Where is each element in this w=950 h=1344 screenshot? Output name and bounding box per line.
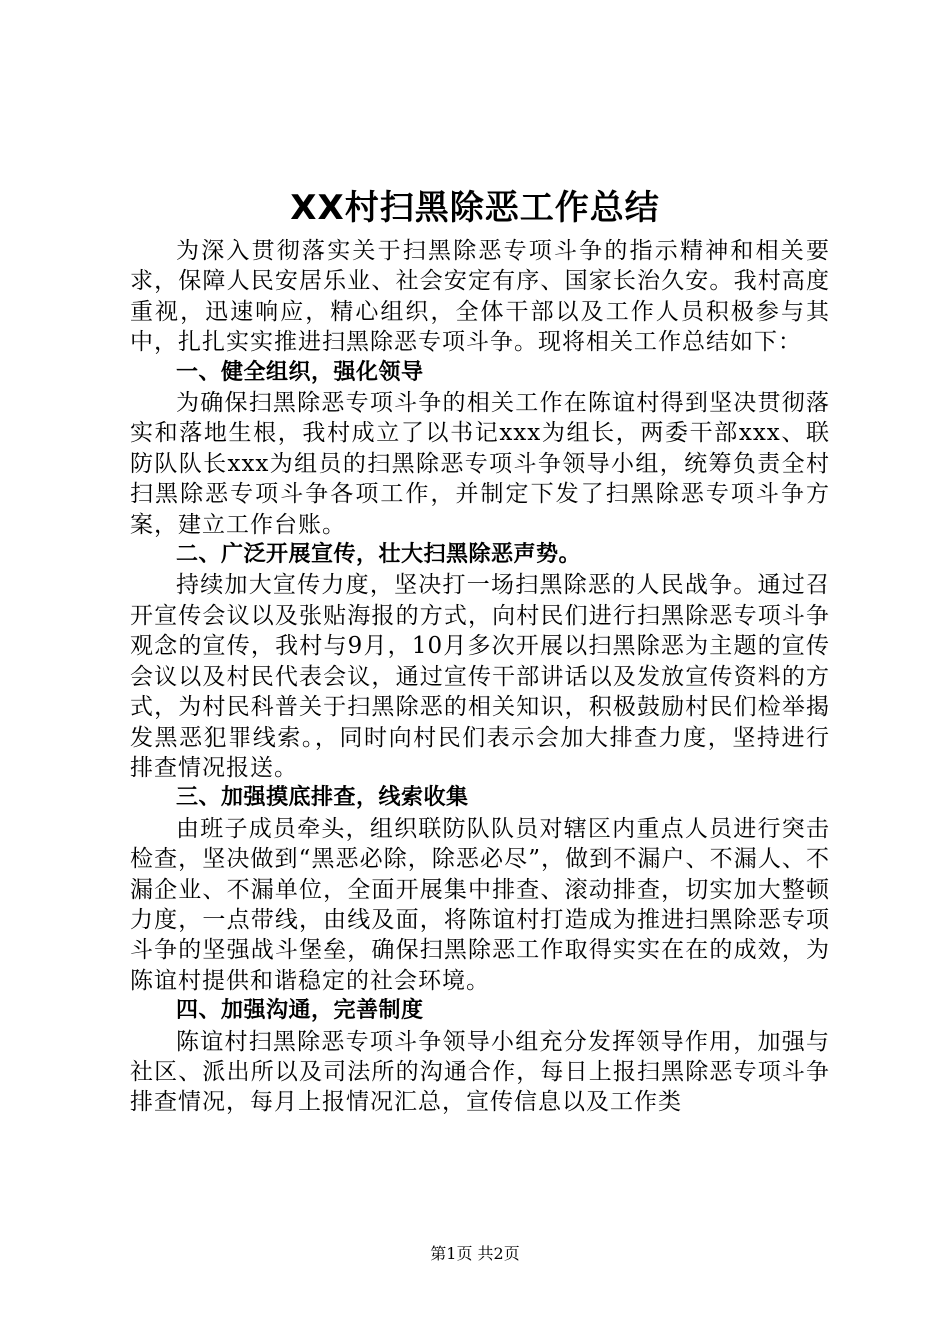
section-paragraph-3: 由班子成员牵头，组织联防队队员对辖区内重点人员进行突击检查，坚决做到“黑恶必除，除恶必尽”，做到不漏户、不漏人、不漏企业、不漏单位，全面开展集中排查、滚动排查，切实加大整顿力度，一点带线，由线及面，将陈谊村打造成为推进扫黑除恶专项斗争的坚强战斗堡垒，确保扫黑除恶工作取得实实在在的成效，为陈谊村提供和谐稳定的社会环境。 bbox=[130, 815, 830, 994]
section-paragraph-4: 陈谊村扫黑除恶专项斗争领导小组充分发挥领导作用，加强与社区、派出所以及司法所的沟通合作，每日上报扫黑除恶专项斗争排查情况，每月上报情况汇总，宣传信息以及工作类 bbox=[130, 1028, 830, 1116]
section-paragraph-1: 为确保扫黑除恶专项斗争的相关工作在陈谊村得到坚决贯彻落实和落地生根，我村成立了以书记xxx为组长，两委干部xxx、联防队队长xxx为组员的扫黑除恶专项斗争领导小组，统筹负责全村扫黑除恶专项斗争各项工作，并制定下发了扫黑除恶专项斗争方案，建立工作台账。 bbox=[130, 390, 830, 538]
section-heading-1: 一、健全组织，强化领导 bbox=[176, 359, 424, 385]
section-heading-2: 二、广泛开展宣传，壮大扫黑除恶声势。 bbox=[176, 542, 582, 568]
page-number-footer: 第1页 共2页 bbox=[430, 1244, 520, 1263]
intro-paragraph: 为深入贯彻落实关于扫黑除恶专项斗争的指示精神和相关要求，保障人民安居乐业、社会安定有序、国家长治久安。我村高度重视，迅速响应，精心组织，全体干部以及工作人员积极参与其中，扎扎实实推进扫黑除恶专项斗争。现将相关工作总结如下： bbox=[130, 238, 830, 356]
section-heading-3: 三、加强摸底排查，线索收集 bbox=[176, 785, 469, 811]
section-heading-4: 四、加强沟通，完善制度 bbox=[176, 998, 424, 1024]
document-title: XX村扫黑除恶工作总结 bbox=[290, 188, 660, 228]
document-body bbox=[130, 236, 830, 1118]
section-paragraph-2: 持续加大宣传力度，坚决打一场扫黑除恶的人民战争。通过召开宣传会议以及张贴海报的方式，向村民们进行扫黑除恶专项斗争观念的宣传，我村与9月，10月多次开展以扫黑除恶为主题的宣传会议以及村民代表会议，通过宣传干部讲话以及发放宣传资料的方式，为村民科普关于扫黑除恶的相关知识，积极鼓励村民们检举揭发黑恶犯罪线索。，同时向村民们表示会加大排查力度，坚持进行排查情况报送。 bbox=[130, 572, 830, 781]
